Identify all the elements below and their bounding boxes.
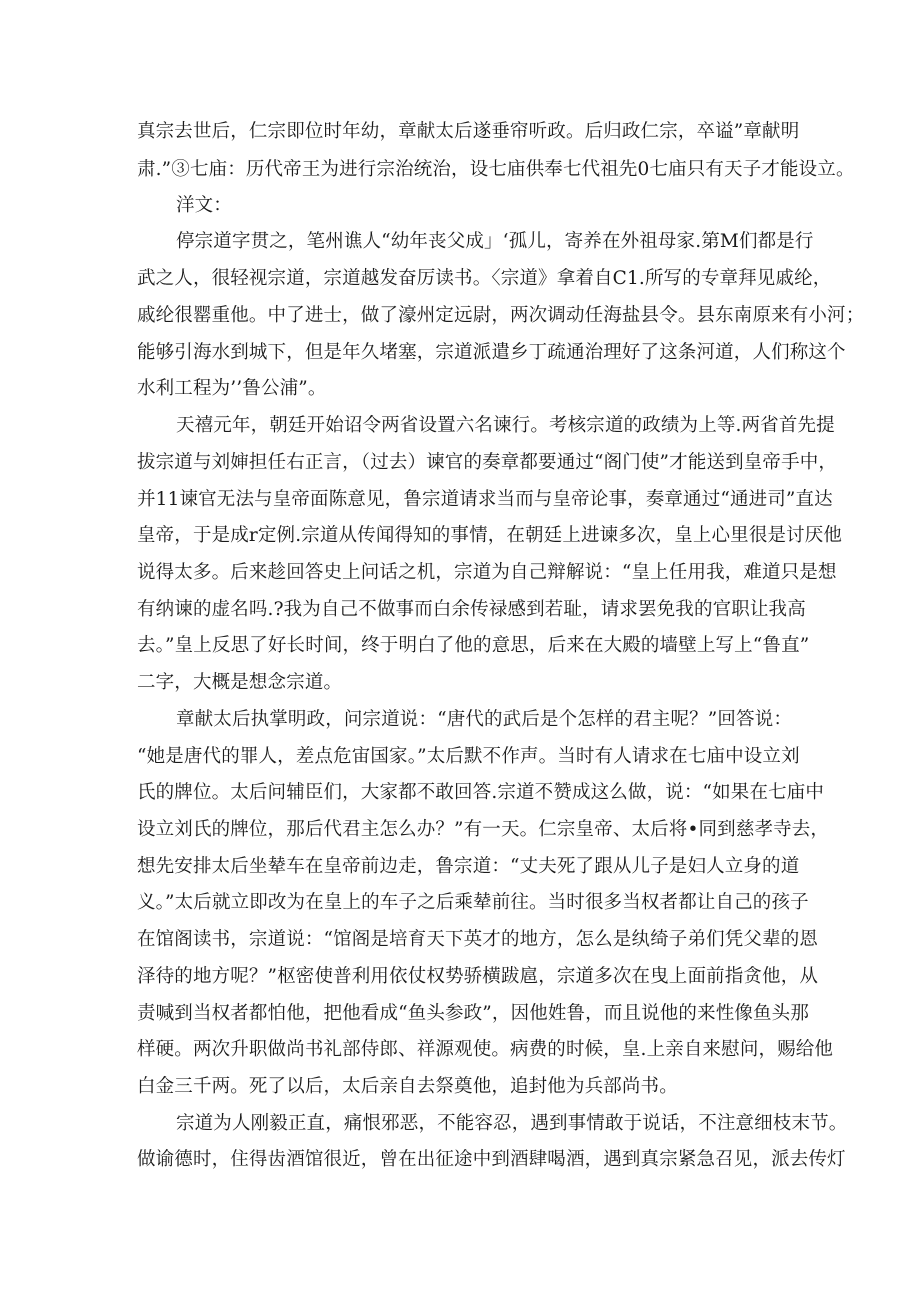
text-line: 责喊到当权者都怕他，把他看成“鱼头参政”，因他姓鲁，而且说他的来性像鱼头那 xyxy=(137,1003,809,1024)
text-line: 武之人，很轻视宗道，宗道越发奋厉读书。〈宗道》拿着自C1.所写的专章拜见戚纶， xyxy=(137,268,832,289)
text-line: 能够引海水到城下，但是年久堵塞，宗道派遣乡丁疏通治理好了这条河道，人们称这个 xyxy=(137,342,846,363)
text-line: 皇帝，于是成r定例.宗道从传闻得知的事情，在朝廷上进谏多次，皇上心里很是讨厌他 xyxy=(137,525,843,546)
section-heading: 洋文： xyxy=(176,195,232,216)
text-line: 二字，大概是想念宗道。 xyxy=(137,672,343,693)
text-line: 有纳谏的虚名吗.?我为自己不做事而白余传禄感到若耻，请求罢免我的官职让我高 xyxy=(137,599,806,620)
text-line: 做谕德时，住得齿酒馆很近，曾在出征途中到酒肆喝酒，遇到真宗紧急召见，派去传灯 xyxy=(137,1149,846,1170)
text-line: 想先安排太后坐辇车在皇帝前边走，鲁宗道：“丈夫死了跟从儿子是妇人立身的道 xyxy=(137,856,800,877)
text-line: 说得太多。后来趁回答史上问话之机，宗道为自己辩解说：“皇上任用我，难道只是想 xyxy=(137,562,837,583)
text-line: 样硬。两次升职做尚书礼部侍郎、祥源观使。病费的时候，皇.上亲自来慰问，赐给他 xyxy=(137,1039,834,1060)
text-line: 设立刘氏的牌位，那后代君主怎么办？”有一天。仁宗皇帝、太后将•同到慈孝寺去， xyxy=(137,819,830,840)
text-line: 去。”皇上反思了好长时间，终于明白了他的意思，后来在大殿的墙壁上写上“鲁直” xyxy=(137,635,810,656)
text-line: 真宗去世后，仁宗即位时年幼，章献太后遂垂帘听政。后归政仁宗，卒谥”章献明 xyxy=(137,121,800,142)
text-line: 章献太后执掌明政，问宗道说：“唐代的武后是个怎样的君主呢？”回答说： xyxy=(176,709,793,730)
text-line: 戚纶很罂重他。中了进士，做了濠州定远尉，两次调动任海盐县令。县东南原来有小河； xyxy=(137,305,865,326)
text-line: 义。”太后就立即改为在皇上的车子之后乘辇前往。当时很多当权者都让自己的孩子 xyxy=(137,892,809,913)
text-line: 停宗道字贯之，笔州谯人“幼年丧父成」‘孤儿，寄养在外祖母家.第M们都是行 xyxy=(176,231,814,252)
text-line: 白金三千两。死了以后，太后亲自去祭奠他，追封他为兵部尚书。 xyxy=(137,1076,678,1097)
text-line: 拔宗道与刘婶担任右正言，（过去）谏官的奏章都要通过“阁门使”才能送到皇帝手中， xyxy=(137,452,838,473)
text-line: 氏的牌位。太后问辅臣们，大家都不敢回答.宗道不赞成这么做，说：“如果在七庙中 xyxy=(137,782,825,803)
text-line: 并11谏官无法与皇帝面陈意见，鲁宗道请求当而与皇帝论事，奏章通过“通进司”直达 xyxy=(137,489,833,510)
text-line: 水利工程为’’鲁公浦”。 xyxy=(137,378,327,399)
text-line: 肃.”③七庙：历代帝王为进行宗治统治，设七庙供奉七代祖先0七庙只有天子才能设立。 xyxy=(137,159,855,180)
text-line: 在馆阁读书，宗道说：“馆阁是培育天下英才的地方，怎么是纨绮子弟们凭父辈的恩 xyxy=(137,929,819,950)
text-line: 泽待的地方呢？”枢密使普利用依仗权势骄横跋扈，宗道多次在曳上面前指贪他，从 xyxy=(137,966,819,987)
text-line: 宗道为人刚毅正直，痛恨邪恶，不能容忍，遇到事情敢于说话，不注意细枝末节。 xyxy=(176,1113,848,1134)
text-line: 天禧元年，朝廷开始诏令两省设置六名谏行。考核宗道的政绩为上等.两省首先提 xyxy=(176,415,835,436)
text-line: “她是唐代的罪人，差点危宙国家。”太后默不作声。当时有人请求在七庙中设立刘 xyxy=(137,746,800,767)
